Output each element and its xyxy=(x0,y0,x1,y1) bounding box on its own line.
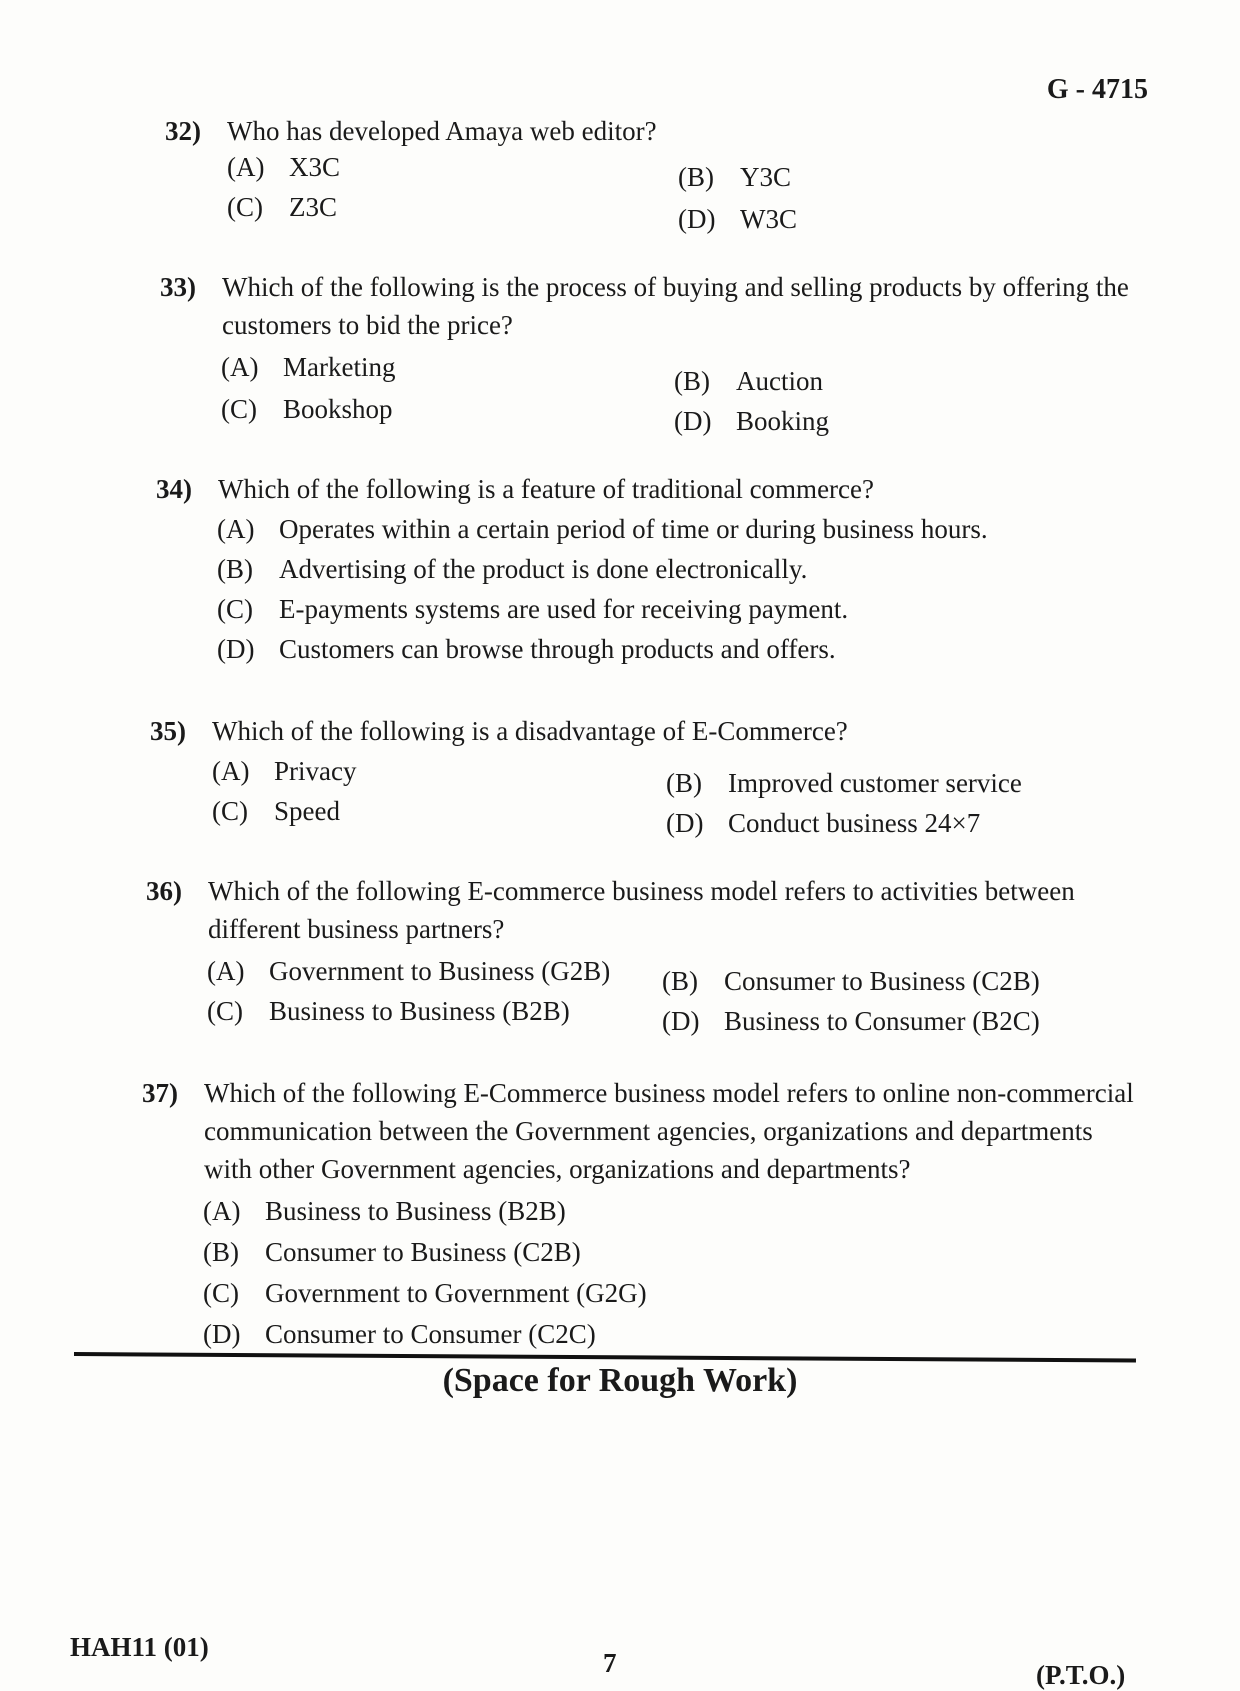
option-text: Booking xyxy=(736,406,830,436)
option-label: (B) xyxy=(678,162,714,192)
option-d xyxy=(678,204,797,235)
option-b xyxy=(662,966,1040,997)
page-number: 7 xyxy=(603,1648,617,1678)
question-34 xyxy=(156,470,1166,508)
option-text: Consumer to Business (C2B) xyxy=(724,966,1040,996)
question-number: 33) xyxy=(160,272,196,302)
option-text: W3C xyxy=(740,204,797,234)
option-text: E-payments systems are used for receiving payment. xyxy=(279,594,849,624)
question-text: Which of the following is a feature of traditional commerce? xyxy=(218,474,874,504)
option-text: Speed xyxy=(274,796,340,826)
option-c xyxy=(221,394,393,425)
option-label: (D) xyxy=(662,1006,700,1036)
option-text: Consumer to Business (C2B) xyxy=(265,1237,581,1267)
option-c xyxy=(217,594,848,625)
option-text: Government to Business (G2B) xyxy=(269,956,611,986)
option-d xyxy=(203,1319,596,1350)
question-number: 35) xyxy=(150,716,186,746)
option-d xyxy=(217,634,836,665)
question-36 xyxy=(146,872,1166,948)
option-a xyxy=(221,352,395,383)
question-number: 32) xyxy=(165,116,201,146)
option-text: Consumer to Consumer (C2C) xyxy=(265,1319,596,1349)
paper-code: G - 4715 xyxy=(1046,74,1148,105)
option-text: Marketing xyxy=(283,352,396,382)
question-32 xyxy=(165,112,1165,150)
question-text: Which of the following E-commerce business model refers to activities between different business partners? xyxy=(208,876,1075,944)
option-label: (B) xyxy=(662,966,698,996)
option-b xyxy=(217,554,807,585)
question-text: Which of the following is the process of buying and selling products by offering the customers to bid the price? xyxy=(222,272,1129,340)
option-text: Y3C xyxy=(740,162,792,192)
question-35 xyxy=(150,712,1160,750)
section-divider xyxy=(74,1352,1136,1362)
option-a xyxy=(207,956,610,987)
footer-paper-code: HAH11 (01) xyxy=(70,1632,209,1662)
option-d xyxy=(666,808,980,839)
question-number: 37) xyxy=(142,1078,178,1108)
option-b xyxy=(203,1237,581,1268)
option-label: (D) xyxy=(674,406,712,436)
option-label: (C) xyxy=(212,796,248,826)
option-a xyxy=(203,1196,566,1227)
option-text: Operates within a certain period of time or during business hours. xyxy=(279,514,988,544)
option-c xyxy=(203,1278,647,1309)
please-turn-over: (P.T.O.) xyxy=(1036,1660,1126,1690)
option-text: Conduct business 24×7 xyxy=(728,808,981,838)
option-b xyxy=(666,768,1022,799)
option-label: (C) xyxy=(221,394,257,424)
question-text: Who has developed Amaya web editor? xyxy=(227,116,657,146)
option-a xyxy=(212,756,356,787)
option-a xyxy=(227,152,340,183)
option-text: Privacy xyxy=(274,756,357,786)
option-a xyxy=(217,514,988,545)
option-label: (D) xyxy=(217,634,255,664)
option-label: (A) xyxy=(221,352,259,382)
option-label: (A) xyxy=(212,756,250,786)
question-33 xyxy=(160,268,1170,344)
question-text: Which of the following is a disadvantage of E-Commerce? xyxy=(212,716,848,746)
option-c xyxy=(212,796,340,827)
option-text: Business to Consumer (B2C) xyxy=(724,1006,1040,1036)
option-b xyxy=(674,366,823,397)
option-label: (C) xyxy=(227,192,263,222)
option-label: (D) xyxy=(666,808,704,838)
option-label: (A) xyxy=(203,1196,241,1226)
option-text: Government to Government (G2G) xyxy=(265,1278,647,1308)
option-text: Advertising of the product is done electronically. xyxy=(279,554,808,584)
option-label: (C) xyxy=(203,1278,239,1308)
option-c xyxy=(227,192,337,223)
option-label: (C) xyxy=(207,996,243,1026)
option-d xyxy=(674,406,829,437)
option-label: (C) xyxy=(217,594,253,624)
option-text: Business to Business (B2B) xyxy=(265,1196,566,1226)
option-label: (A) xyxy=(207,956,245,986)
option-c xyxy=(207,996,570,1027)
option-text: Business to Business (B2B) xyxy=(269,996,570,1026)
question-number: 36) xyxy=(146,876,182,906)
option-text: Bookshop xyxy=(283,394,393,424)
option-d xyxy=(662,1006,1040,1037)
option-text: Auction xyxy=(736,366,823,396)
option-label: (A) xyxy=(227,152,265,182)
option-label: (D) xyxy=(678,204,716,234)
question-text: Which of the following E-Commerce business model refers to online non-commercial communication between the Government agencies, organizations and departments with other Government agencies, organizations and departments? xyxy=(204,1078,1134,1184)
option-b xyxy=(678,162,791,193)
option-text: Z3C xyxy=(289,192,338,222)
option-label: (B) xyxy=(217,554,253,584)
option-label: (B) xyxy=(674,366,710,396)
option-text: X3C xyxy=(289,152,341,182)
option-label: (D) xyxy=(203,1319,241,1349)
option-label: (A) xyxy=(217,514,255,544)
option-label: (B) xyxy=(203,1237,239,1267)
option-text: Improved customer service xyxy=(728,768,1022,798)
question-number: 34) xyxy=(156,474,192,504)
option-label: (B) xyxy=(666,768,702,798)
option-text: Customers can browse through products and offers. xyxy=(279,634,836,664)
rough-work-heading: (Space for Rough Work) xyxy=(442,1362,798,1399)
question-37 xyxy=(142,1074,1142,1188)
